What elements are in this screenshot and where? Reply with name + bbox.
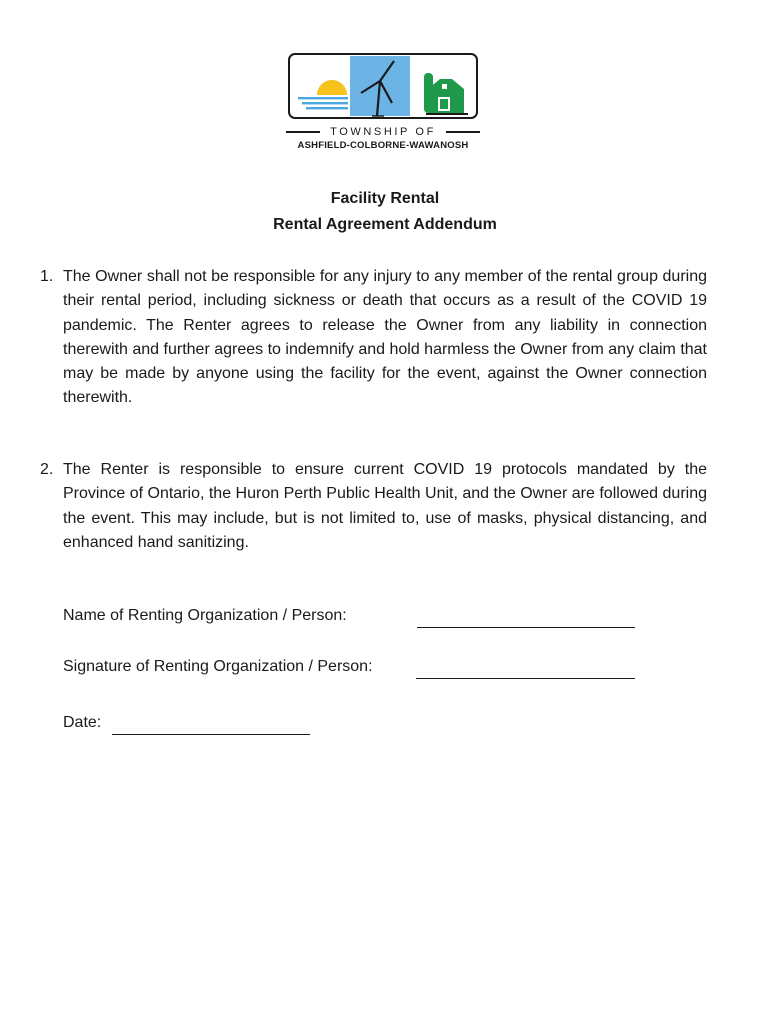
divider-right [446,131,480,133]
signature-field-label: Signature of Renting Organization / Person: [63,658,373,675]
clause-number: 1. [40,268,54,285]
township-heading [286,124,480,140]
divider-left [286,131,320,133]
date-field-label: Date: [63,714,102,731]
clause-number: 2. [40,461,54,478]
township-logo [288,53,478,119]
township-name: ASHFIELD-COLBORNE-WAWANOSH [297,140,469,151]
clause-2 [40,458,707,555]
date-blank-line[interactable] [112,733,310,735]
township-of-label: TOWNSHIP OF [330,126,436,138]
signature-blank-line[interactable] [416,677,635,679]
document-subtitle: Rental Agreement Addendum [273,216,497,233]
clause-text: The Owner shall not be responsible for any injury to any member of the rental group during their rental period, including sickness or death that occurs as a result of the COVID 19 pandemic. The Renter agrees to release the Owner from any liability in connection therewith and further agrees to indemnify and hold harmless the Owner from any claim that may be made by anyone using the facility for the event, against the Owner connection therewith. [63,268,707,407]
name-field-label: Name of Renting Organization / Person: [63,607,347,624]
document-title: Facility Rental [330,190,440,207]
clause-text: The Renter is responsible to ensure current COVID 19 protocols mandated by the Province of Ontario, the Huron Perth Public Health Unit, and the Owner are followed during the event. This may include, but is not limited to, use of masks, physical distancing, and enhanced hand sanitizing. [63,461,707,551]
name-blank-line[interactable] [417,626,635,628]
clause-1 [40,265,707,411]
